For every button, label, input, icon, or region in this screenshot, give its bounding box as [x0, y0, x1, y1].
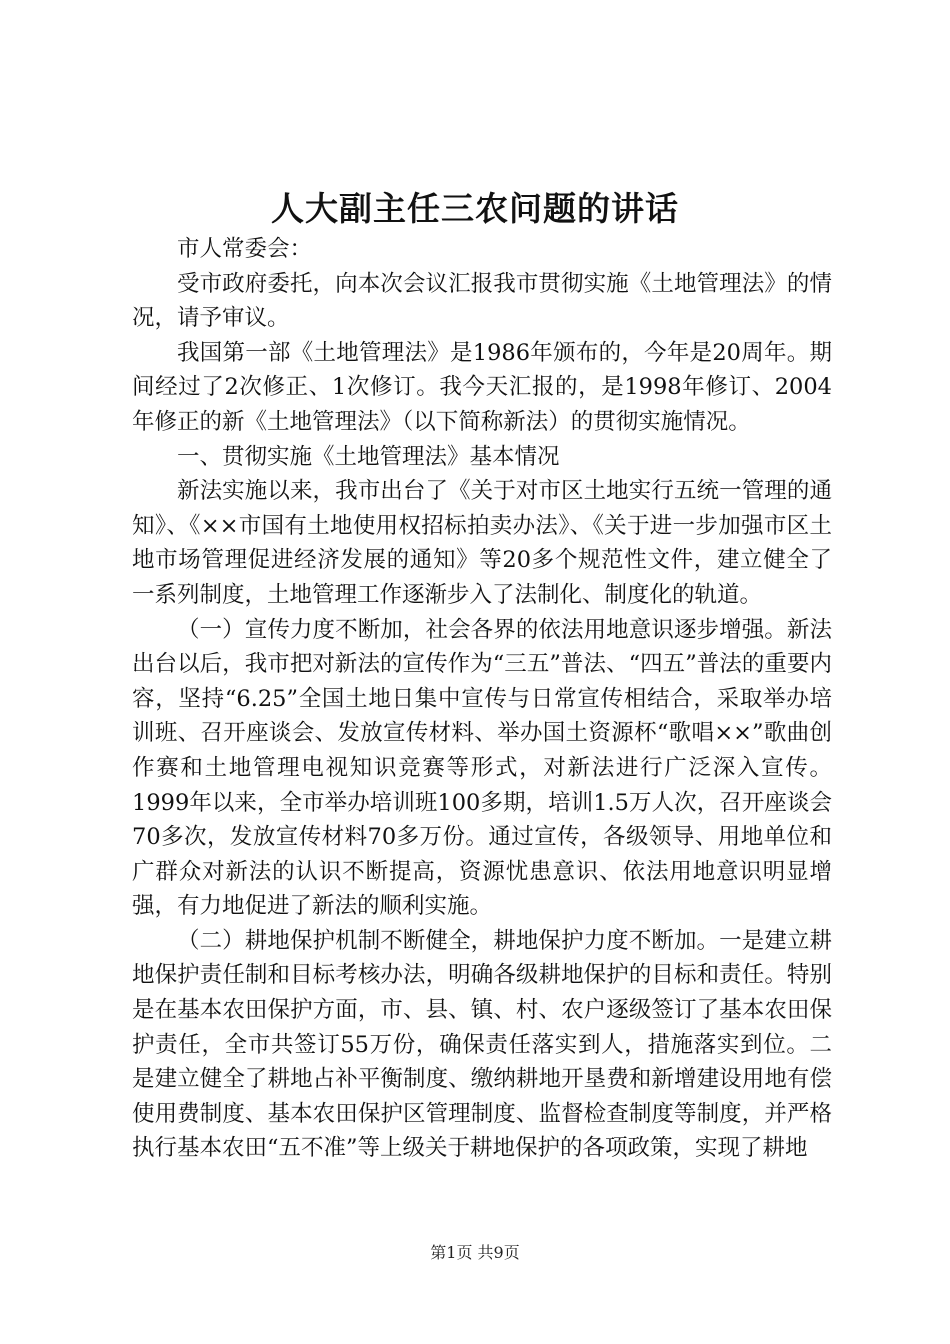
section-heading: 一、贯彻实施《土地管理法》基本情况 — [177, 443, 560, 470]
paragraph: （一）宣传力度不断加，社会各界的依法用地意识逐步增强。新法出台以后，我市把对新法的宣传作为“三五”普法、“四五”普法的重要内容，坚持“6.25”全国土地日集中宣传与日常宣传相结合，采取举办培训班、召开座谈会、发放宣传材料、举办国土资源杯“歌唱××”歌曲创作赛和土地管理电视知识竞赛等形式，对新法进行广泛深入宣传。1999年以来，全市举办培训班100多期，培训1.5万人次，召开座谈会70多次，发放宣传材料70多万份。通过宣传，各级领导、用地单位和广群众对新法的认识不断提高，资源忧患意识、依法用地意识明显增强，有力地促进了新法的顺利实施。 — [132, 616, 832, 920]
paragraph: 我国第一部《土地管理法》是1986年颁布的，今年是20周年。期间经过了2次修正、1次修订。我今天汇报的，是1998年修订、2004年修正的新《土地管理法》（以下简称新法）的贯彻实施情况。 — [132, 339, 832, 435]
document-body — [132, 232, 832, 1166]
document-title: 人大副主任三农问题的讲话 — [271, 189, 679, 228]
paragraph: 新法实施以来，我市出台了《关于对市区土地实行五统一管理的通知》、《××市国有土地使用权招标拍卖办法》、《关于进一步加强市区土地市场管理促进经济发展的通知》等20多个规范性文件，建立健全了一系列制度，土地管理工作逐渐步入了法制化、制度化的轨道。 — [132, 478, 832, 608]
page-footer: 第1页 共9页 — [430, 1243, 520, 1262]
paragraph: （二）耕地保护机制不断健全，耕地保护力度不断加。一是建立耕地保护责任制和目标考核办法，明确各级耕地保护的目标和责任。特别是在基本农田保护方面，市、县、镇、村、农户逐级签订了基本农田保护责任，全市共签订55万份，确保责任落实到人，措施落实到位。二是建立健全了耕地占补平衡制度、缴纳耕地开垦费和新增建设用地有偿使用费制度、基本农田保护区管理制度、监督检查制度等制度，并严格执行基本农田“五不准”等上级关于耕地保护的各项政策，实现了耕地 — [132, 927, 832, 1162]
paragraph: 受市政府委托，向本次会议汇报我市贯彻实施《土地管理法》的情况，请予审议。 — [132, 270, 832, 332]
salutation: 市人常委会： — [177, 236, 313, 262]
